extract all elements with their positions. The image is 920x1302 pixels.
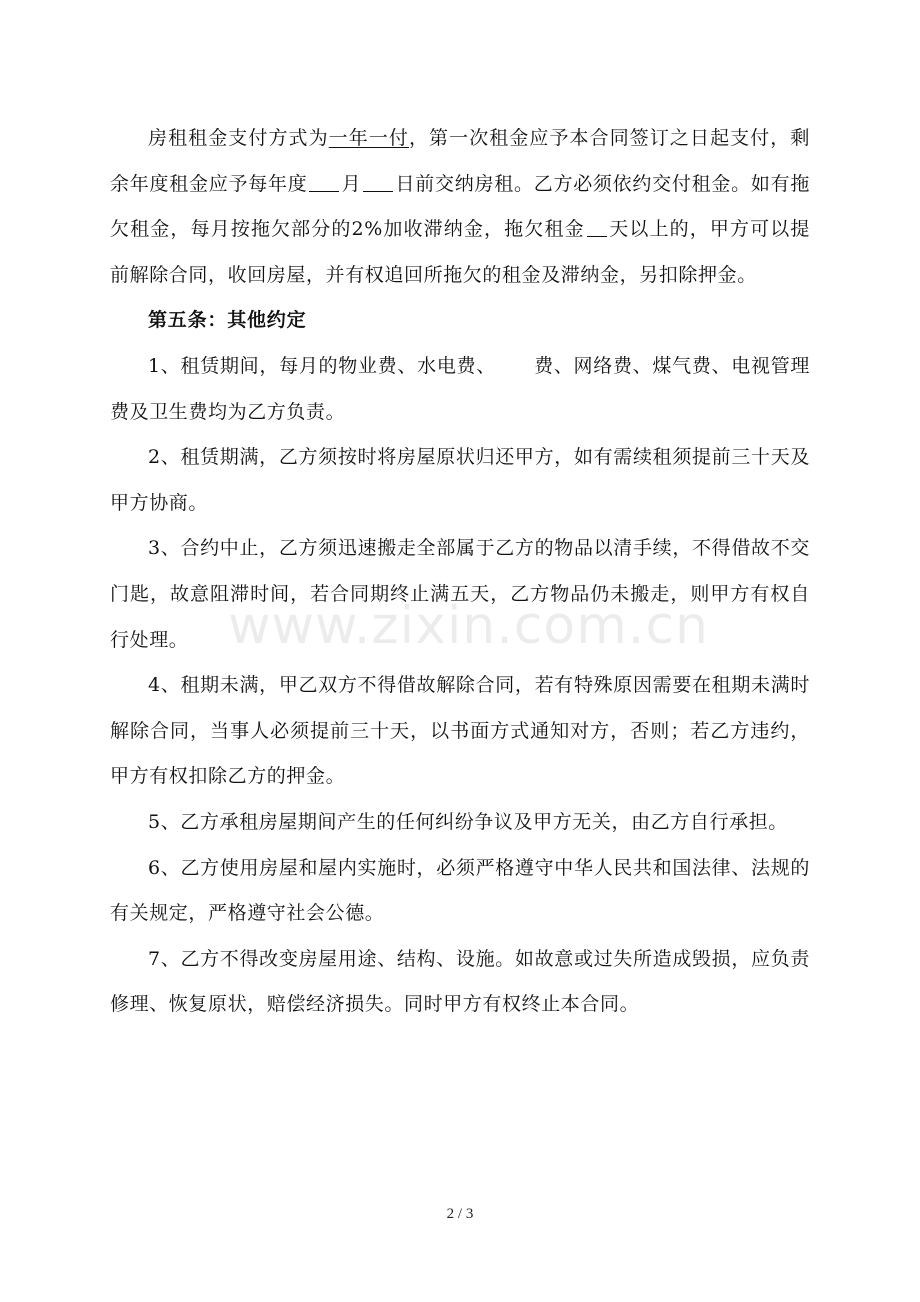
clause-item-1-text-a: 1、租赁期间，每月的物业费、水电费、 bbox=[148, 354, 496, 377]
rent-payment-text-2: ，第一次租金应予本合同签订之日起支付，剩余年度租金应予每年度 bbox=[110, 127, 810, 195]
overdue-days-blank bbox=[587, 218, 607, 237]
payment-method-underlined: 一年一付 bbox=[328, 127, 409, 149]
paragraph-rent-payment bbox=[110, 116, 810, 298]
rent-payment-text-1: 房租租金支付方式为 bbox=[148, 127, 329, 149]
document-body bbox=[110, 116, 810, 1028]
clause-item-6: 6、乙方使用房屋和屋内实施时，必须严格遵守中华人民共和国法律、法规的有关规定，严格遵守社会公德。 bbox=[110, 856, 810, 925]
clause-item-3: 3、合约中止，乙方须迅速搬走全部属于乙方的物品以清手续，不得借故不交门匙，故意阻滞时间，若合同期终止满五天，乙方物品仍未搬走，则甲方有权自行处理。 bbox=[110, 537, 810, 651]
clause-item-2: 2、租赁期满，乙方须按时将房屋原状归还甲方，如有需续租须提前三十天及甲方协商。 bbox=[110, 446, 810, 514]
clause-item-7: 7、乙方不得改变房屋用途、结构、设施。如故意或过失所造成毁损，应负责修理、恢复原状，赔偿经济损失。同时甲方有权终止本合同。 bbox=[110, 947, 810, 1016]
month-blank bbox=[309, 173, 339, 192]
watermark: www.zixin.com.cn bbox=[228, 596, 709, 656]
day-blank bbox=[363, 173, 393, 192]
fee-gap bbox=[498, 356, 532, 374]
rent-payment-text-4: 日前交纳房租。乙方必须依约交付租金。如有拖欠租金，每月按拖欠部分的2%加收滞纳金，拖欠租金 bbox=[110, 172, 810, 241]
page-number: 2 / 3 bbox=[446, 1206, 474, 1222]
clause-item-1 bbox=[110, 344, 810, 435]
rent-payment-month: 月 bbox=[341, 172, 362, 195]
clause-item-5: 5、乙方承租房屋期间产生的任何纠纷争议及甲方无关，由乙方自行承担。 bbox=[148, 810, 788, 833]
clause-item-4: 4、租期未满，甲乙双方不得借故解除合同，若有特殊原因需要在租期未满时解除合同，当事人必须提前三十天，以书面方式通知对方，否则；若乙方违约，甲方有权扣除乙方的押金。 bbox=[110, 674, 810, 788]
rent-payment-text-5: 天以上的，甲方可以提前解除合同，收回房屋，并有权追回所拖欠的租金及滞纳金，另扣除押金。 bbox=[110, 218, 810, 286]
clause-item-1-text-b: 费、网络费、煤气费、电视管理费及卫生费均为乙方负责。 bbox=[110, 354, 811, 423]
section-heading-5: 第五条：其他约定 bbox=[148, 309, 307, 332]
